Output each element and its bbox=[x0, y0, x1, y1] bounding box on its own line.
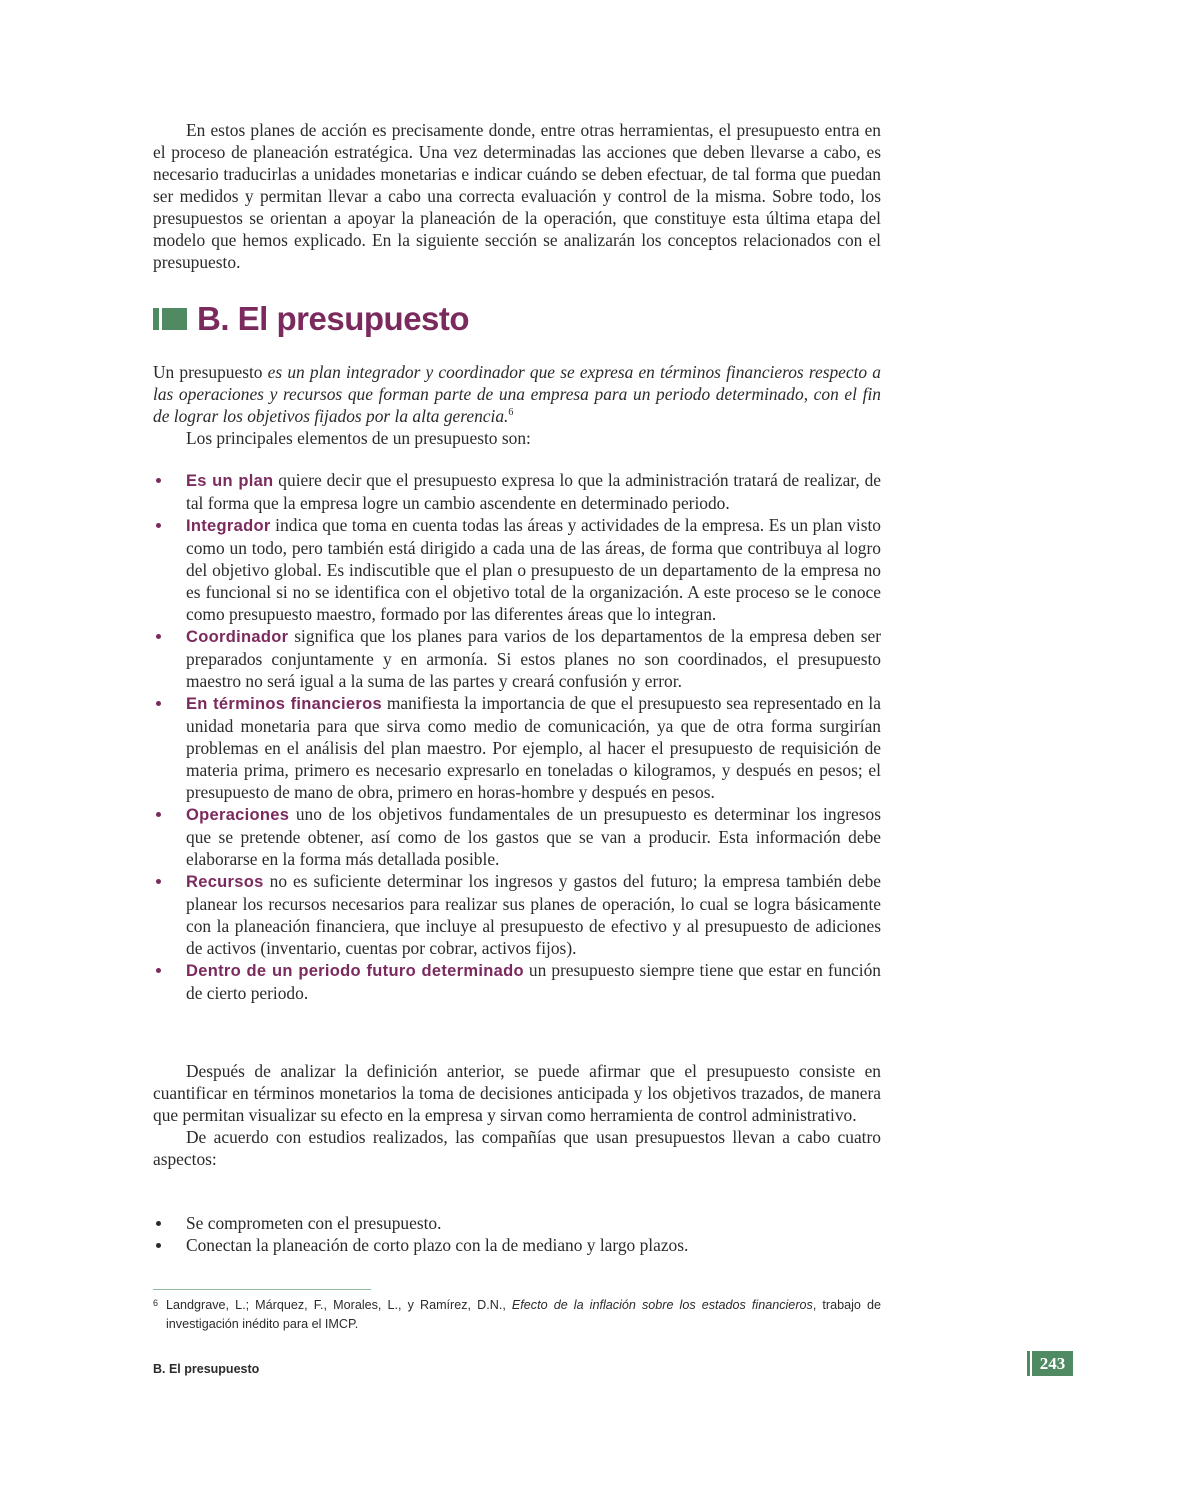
definition-block bbox=[153, 361, 881, 449]
definition-lead: Un presupuesto bbox=[153, 362, 268, 382]
list-item-term: En términos financieros bbox=[186, 695, 382, 713]
footnote-number: 6 bbox=[153, 1298, 159, 1308]
after-block bbox=[153, 1060, 881, 1170]
list-item-text: un presupuesto siempre tiene que estar en función de cierto periodo. bbox=[186, 960, 881, 1003]
definition-paragraph bbox=[153, 361, 881, 427]
list-item bbox=[153, 514, 881, 625]
heading-marker-icon bbox=[153, 308, 187, 330]
page-marker-icon bbox=[1027, 1351, 1030, 1376]
list-item-term: Dentro de un periodo futuro determinado bbox=[186, 962, 524, 980]
footnote-authors: Landgrave, L.; Márquez, F., Morales, L., y Ramírez, D.N., bbox=[166, 1298, 512, 1312]
list-item bbox=[153, 959, 881, 1004]
page-number-badge bbox=[1027, 1351, 1073, 1376]
list-item-text: indica que toma en cuenta todas las áreas y actividades de la empresa. Es un plan visto como un todo, pero también está dirigido a cada una de las áreas, de forma que contribuya al logro del objetivo global. Es indiscutible que el plan o presupuesto de un departamento de la empresa no es funcional si no se identifica con el objetivo total de la organización. A este proceso se le conoce como presupuesto maestro, formado por las diferentes áreas que lo integran. bbox=[186, 515, 881, 624]
list-item bbox=[153, 803, 881, 870]
footnote-rest: , trabajo de investigación inédito para el IMCP. bbox=[166, 1298, 881, 1331]
list-item-text: quiere decir que el presupuesto expresa lo que la administración tratará de realizar, de tal forma que la empresa logre un cambio ascendente en determinado periodo. bbox=[186, 470, 882, 513]
footnote-body bbox=[153, 1296, 881, 1334]
list-item-text: uno de los objetivos fundamentales de un presupuesto es determinar los ingresos que se pretende obtener, así como de los gastos que se van a producir. Esta información debe elaborarse en la forma más detallada posible. bbox=[186, 804, 881, 869]
list-item: Conectan la planeación de corto plazo con la de mediano y largo plazos. bbox=[153, 1234, 881, 1256]
list-item bbox=[153, 469, 881, 514]
list-item-term: Coordinador bbox=[186, 628, 289, 646]
aspects-list bbox=[153, 1212, 881, 1256]
list-item bbox=[153, 625, 881, 692]
definition-italic: es un plan integrador y coordinador que se expresa en términos financieros respecto a las operaciones y recursos que forman parte de una empresa para un periodo determinado, con el fin de lograr los objetivos fijados por la alta gerencia. bbox=[153, 362, 881, 426]
list-item: Se comprometen con el presupuesto. bbox=[153, 1212, 881, 1234]
section-title: B. El presupuesto bbox=[197, 300, 470, 337]
running-footer: B. El presupuesto bbox=[153, 1362, 260, 1376]
elements-list bbox=[153, 469, 881, 1004]
page-number: 243 bbox=[1032, 1351, 1073, 1376]
footnote-title: Efecto de la inflación sobre los estados financieros bbox=[511, 1298, 813, 1312]
list-item-term: Es un plan bbox=[186, 472, 274, 490]
list-item-term: Operaciones bbox=[186, 806, 290, 824]
list-item bbox=[153, 870, 881, 959]
elements-intro: Los principales elementos de un presupuesto son: bbox=[186, 428, 531, 448]
list-item-text: significa que los planes para varios de los departamentos de la empresa deben ser preparados conjuntamente y en armonía. Si estos planes no son coordinados, el presupuesto maestro no será igual a la suma de las partes y creará confusión y error. bbox=[186, 626, 881, 691]
list-item-text: manifiesta la importancia de que el presupuesto sea representado en la unidad monetaria para que sirva como medio de comunicación, ya que de otra forma surgirían problemas en el análisis del plan maestro. Por ejemplo, al hacer el presupuesto de requisición de materia prima, primero es necesario expresarlo en toneladas o kilogramos, y después en pesos; el presupuesto de mano de obra, primero en horas-hombre y después en pesos. bbox=[186, 693, 881, 802]
after-paragraph-2: De acuerdo con estudios realizados, las compañías que usan presupuestos llevan a cabo cuatro aspectos: bbox=[153, 1127, 881, 1169]
footnote bbox=[153, 1296, 881, 1334]
list-item-term: Integrador bbox=[186, 517, 271, 535]
list-item-term: Recursos bbox=[186, 873, 264, 891]
list-item bbox=[153, 692, 881, 803]
list-item-text: no es suficiente determinar los ingresos y gastos del futuro; la empresa también debe planear los recursos necesarios para realizar sus planes de operación, lo cual se logra básicamente con la planeación financiera, que incluye al presupuesto de efectivo y al presupuesto de adiciones de activos (inventario, cuentas por cobrar, activos fijos). bbox=[186, 871, 881, 958]
intro-paragraph: En estos planes de acción es precisamente donde, entre otras herramientas, el presupuesto entra en el proceso de planeación estratégica. Una vez determinadas las acciones que deben llevarse a cabo, es necesario traducirlas a unidades monetarias e indicar cuándo se deben efectuar, de tal forma que puedan ser medidos y permitan llevar a cabo una correcta evaluación y control de la misma. Sobre todo, los presupuestos se orientan a apoyar la planeación de la operación, que constituye esta última etapa del modelo que hemos explicado. En la siguiente sección se analizarán los conceptos relacionados con el presupuesto. bbox=[153, 120, 881, 272]
section-heading bbox=[153, 300, 469, 338]
after-paragraph-1: Después de analizar la definición anterior, se puede afirmar que el presupuesto consiste en cuantificar en términos monetarios la toma de decisiones anticipada y los objetivos trazados, de manera que permitan visualizar su efecto en la empresa y sirvan como herramienta de control administrativo. bbox=[153, 1061, 881, 1125]
footnote-ref: 6 bbox=[508, 407, 514, 419]
footnote-divider bbox=[153, 1289, 371, 1290]
